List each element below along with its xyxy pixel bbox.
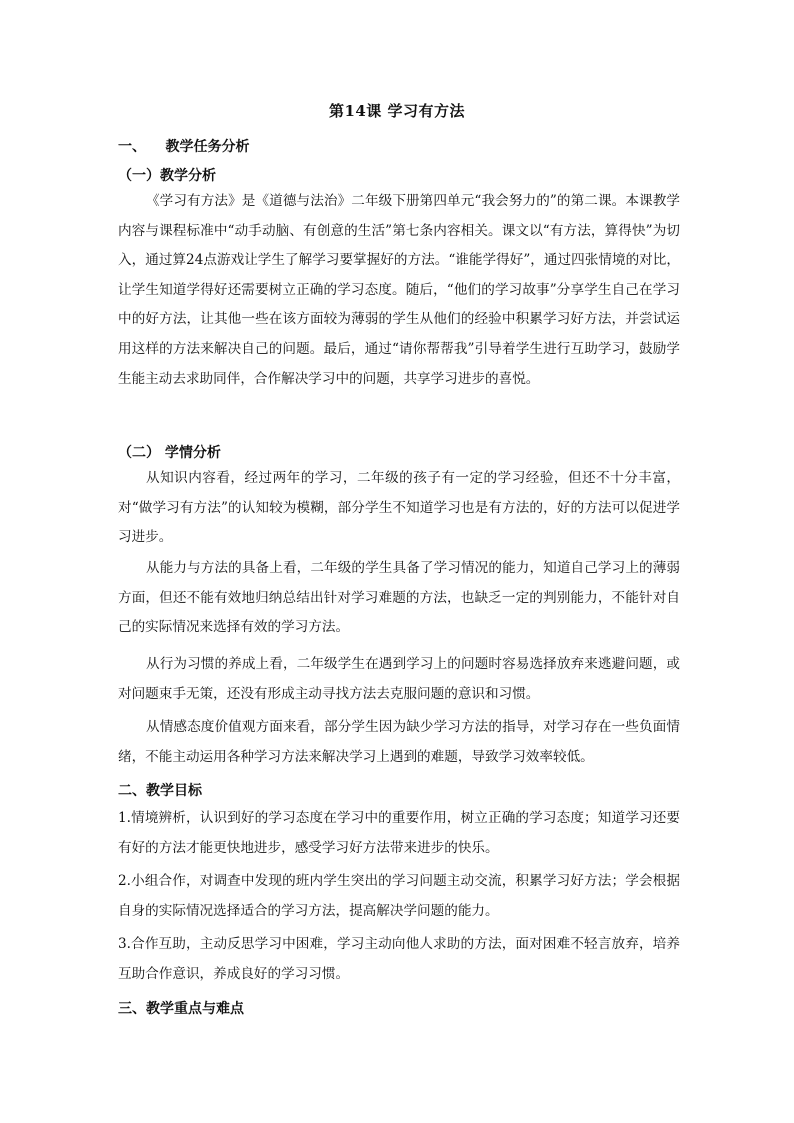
section1-heading: 一、 教学任务分析: [118, 139, 250, 155]
teaching-analysis-heading: （一）教学分析: [118, 168, 216, 184]
goal-item: 1.情境辨析，认识到好的学习态度在学习中的重要作用，树立正确的学习态度；知道学习还要有好的方法才能更快地进步，感受学习好方法带来进步的快乐。: [118, 810, 680, 856]
section3-heading: 三、教学重点与难点: [118, 1001, 244, 1017]
lesson-title: 第14课 学习有方法: [328, 102, 466, 120]
learner-analysis-p1: 从知识内容看，经过两年的学习，二年级的孩子有一定的学习经验，但还不十分丰富，对“做学习有方法”的认知较为模糊，部分学生不知道学习也是有方法的，好的方法可以促进学习进步。: [118, 470, 680, 546]
learner-analysis-p4: 从情感态度价值观方面来看，部分学生因为缺少学习方法的指导，对学习存在一些负面情绪，不能主动运用各种学习方法来解决学习上遇到的难题，导致学习效率较低。: [118, 719, 680, 765]
goal-item: 3.合作互助，主动反思学习中困难，学习主动向他人求助的方法，面对困难不轻言放弃，培养互助合作意识，养成良好的学习习惯。: [118, 936, 680, 982]
teaching-analysis-text: 《学习有方法》是《道德与法治》二年级下册第四单元“我会努力的”的第二课。本课教学内容与课程标准中“动手动脑、有创意的生活”第七条内容相关。课文以“有方法，算得快”为切入，通过算24点游戏让学生了解学习要掌握好的方法。“谁能学得好”，通过四张情境的对比，让学生知道学得好还需要树立正确的学习态度。随后，“他们的学习故事”分享学生自己在学习中的好方法，让其他一些在该方面较为薄弱的学生从他们的经验中积累学习好方法，并尝试运用这样的方法来解决自己的问题。最后，通过“请你帮帮我”引导着学生进行互助学习，鼓励学生能主动去求助同伴，合作解决学习中的问题，共享学习进步的喜悦。: [118, 193, 680, 387]
learner-analysis-p2: 从能力与方法的具备上看，二年级的学生具备了学习情况的能力，知道自己学习上的薄弱方面，但还不能有效地归纳总结出针对学习难题的方法，也缺乏一定的判别能力，不能针对自己的实际情况来选择有效的学习方法。: [118, 560, 680, 636]
goal-item: 2.小组合作，对调查中发现的班内学生突出的学习问题主动交流，积累学习好方法；学会根据自身的实际情况选择适合的学习方法，提高解决学问题的能力。: [118, 873, 680, 919]
learner-analysis-heading: （二） 学情分析: [118, 445, 221, 461]
section2-heading: 二、教学目标: [118, 783, 202, 799]
learner-analysis-p3: 从行为习惯的养成上看，二年级学生在遇到学习上的问题时容易选择放弃来逃避问题，或对问题束手无策，还没有形成主动寻找方法去克服问题的意识和习惯。: [118, 656, 680, 702]
